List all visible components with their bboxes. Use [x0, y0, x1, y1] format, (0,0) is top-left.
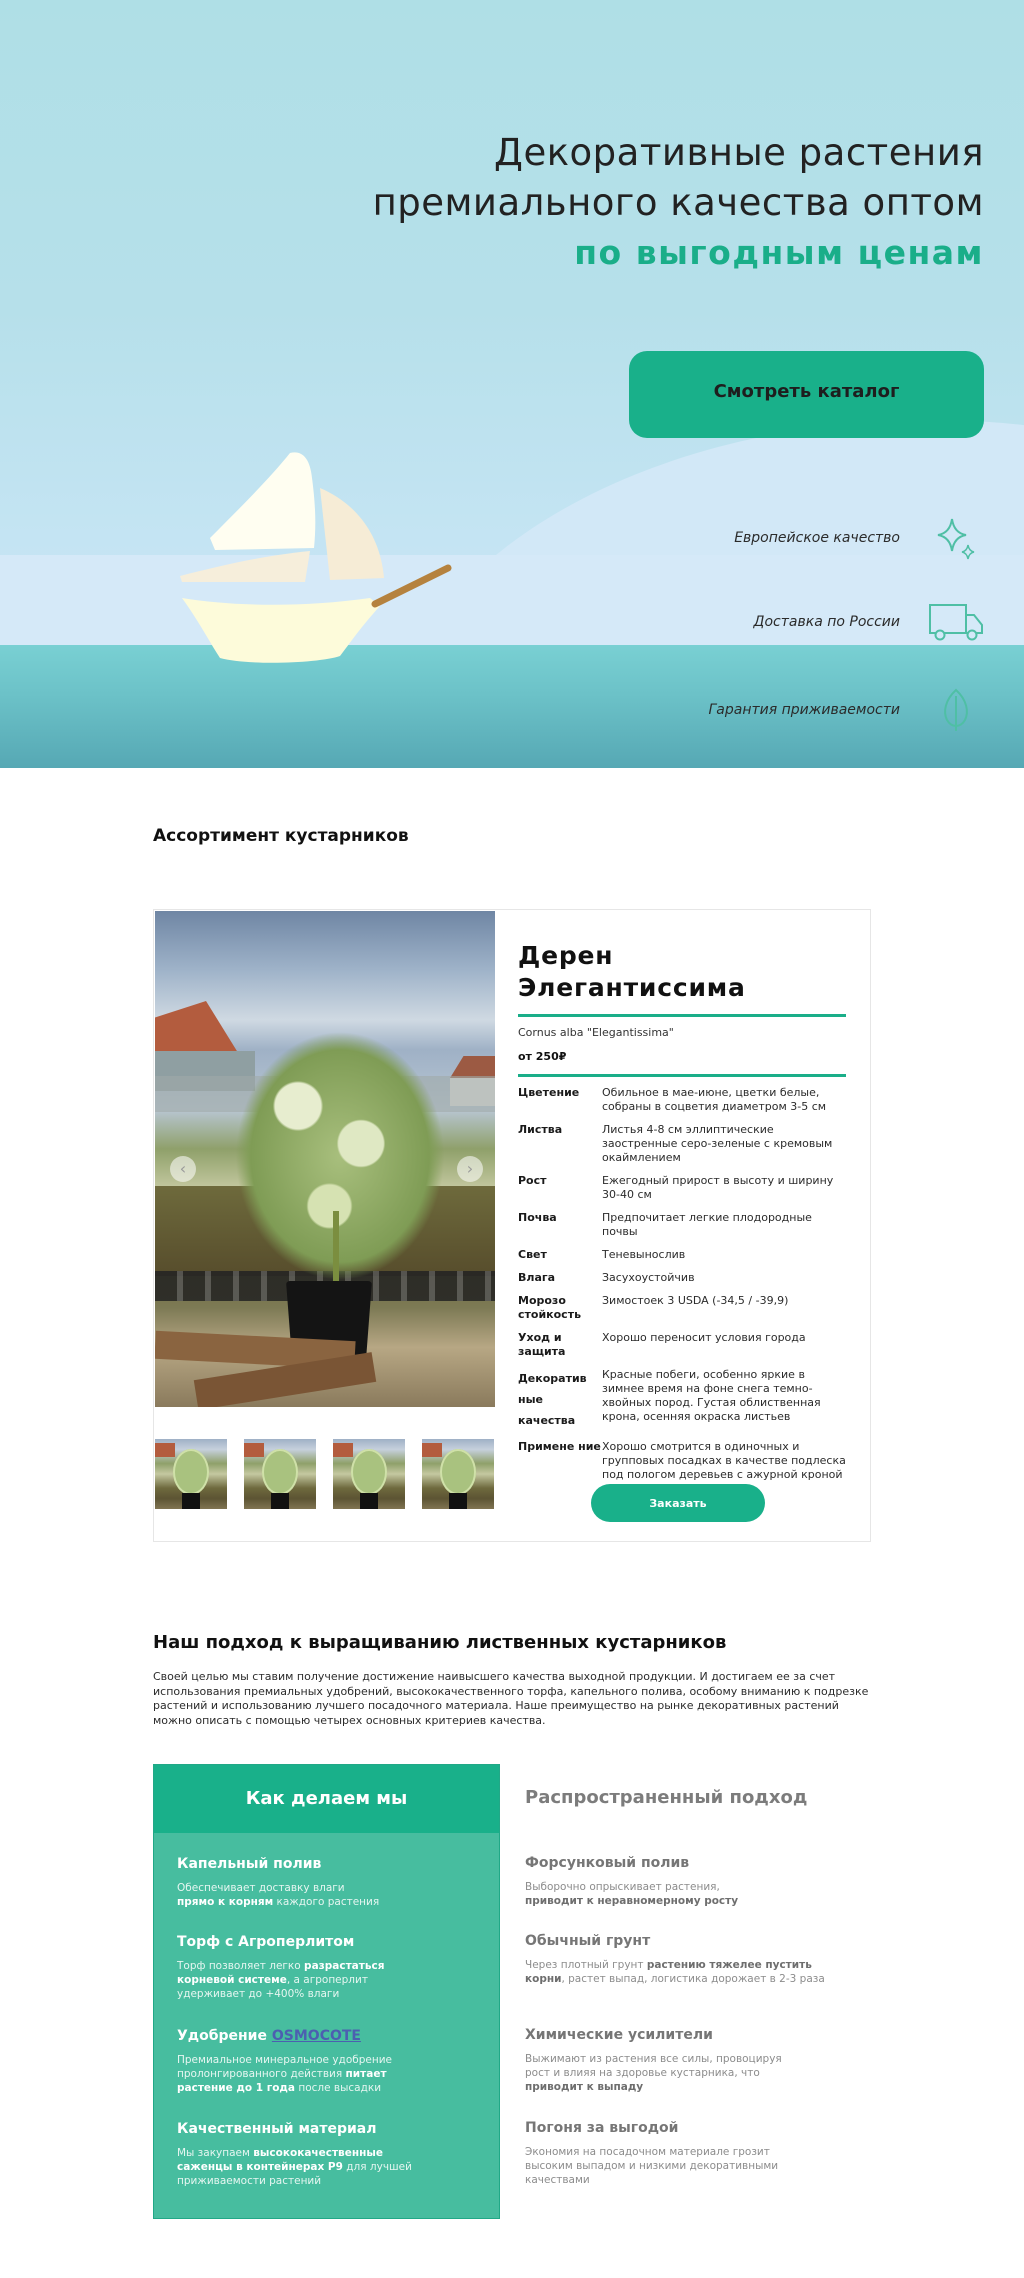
item-description: Экономия на посадочном материале грозит высоким выпадом и низкими декоративными качествами — [525, 2146, 779, 2186]
osmocote-link[interactable]: OSMOCOTE — [271, 2028, 361, 2044]
gallery-thumbnails — [155, 1439, 494, 1509]
spec-value: Теневынослив — [602, 1248, 686, 1261]
hero-title-accent: по выгодным ценам — [574, 233, 984, 272]
common-item — [525, 1854, 845, 1908]
spec-value: Обильное в мае-июне, цветки белые, собраны в соцветия диаметром 3-5 см — [602, 1086, 827, 1113]
item-description: Через плотный грунт растению тяжелее пустить корни, растет выпад, логистика дорожает в 2-3 раза — [525, 1959, 825, 1985]
leaf-icon — [928, 685, 984, 735]
spec-row — [518, 1248, 846, 1262]
gallery-thumbnail[interactable] — [422, 1439, 494, 1509]
our-item — [177, 2027, 497, 2095]
feature-label: Европейское качество — [734, 530, 900, 546]
spec-key: Декоратив ные качества — [518, 1372, 587, 1427]
assortment-title: Ассортимент кустарников — [153, 826, 409, 846]
spec-row — [518, 1440, 846, 1482]
feature-label: Гарантия приживаемости — [708, 702, 900, 718]
our-item — [177, 2120, 497, 2188]
item-title: Форсунковый полив — [525, 1855, 690, 1871]
our-approach-header: Как делаем мы — [154, 1765, 499, 1833]
product-card — [153, 909, 871, 1542]
item-description: Выжимают из растения все силы, провоцируя рост и влияя на здоровье кустарника, что приводит к выпаду — [525, 2053, 782, 2093]
view-catalog-button[interactable]: Смотреть каталог — [629, 351, 984, 438]
item-title: Торф с Агроперлитом — [177, 1934, 355, 1950]
our-item — [177, 1933, 497, 2001]
item-description: Мы закупаем высококачественные саженцы в контейнерах Р9 для лучшей приживаемости растений — [177, 2147, 412, 2187]
spec-key: Листва — [518, 1123, 563, 1136]
hero-section — [0, 0, 1024, 768]
approach-title: Наш подход к выращиванию лиственных кустарников — [153, 1632, 727, 1653]
hero-title-line-1: Декоративные растения — [494, 131, 984, 174]
spec-key: Влага — [518, 1271, 556, 1284]
spec-row — [518, 1086, 846, 1114]
gallery-thumbnail[interactable] — [244, 1439, 316, 1509]
spec-value: Засухоустойчив — [602, 1271, 695, 1284]
item-description: Торф позволяет легко разрастаться корневой системе, а агроперлит удерживает до +400% влаги — [177, 1960, 385, 2000]
spec-row — [518, 1271, 846, 1285]
spec-row — [518, 1368, 846, 1431]
feature-delivery — [754, 597, 984, 647]
gallery-next-button[interactable]: › — [457, 1156, 483, 1182]
product-name: Дерен Элегантиссима — [518, 941, 746, 1002]
product-main-photo — [155, 911, 495, 1407]
item-description: Обеспечивает доставку влаги прямо к корням каждого растения — [177, 1882, 380, 1908]
feature-label: Доставка по России — [753, 614, 900, 630]
order-button[interactable]: Заказать — [591, 1484, 765, 1522]
spec-row — [518, 1211, 846, 1239]
feature-european-quality — [734, 513, 984, 563]
common-item — [525, 1932, 845, 1986]
spec-key: Рост — [518, 1174, 547, 1187]
spec-value: Ежегодный прирост в высоту и ширину 30-40 см — [602, 1174, 834, 1201]
item-description: Премиальное минеральное удобрение пролонгированного действия питает растение до 1 года после высадки — [177, 2054, 392, 2094]
product-info — [518, 940, 846, 1491]
common-approach-header: Распространенный подход — [525, 1787, 808, 1808]
item-title: Обычный грунт — [525, 1933, 651, 1949]
spec-value: Предпочитает легкие плодородные почвы — [602, 1211, 812, 1238]
divider — [518, 1014, 846, 1017]
spec-row — [518, 1294, 846, 1322]
gallery-thumbnail[interactable] — [333, 1439, 405, 1509]
spec-row — [518, 1123, 846, 1165]
spec-value: Листья 4-8 см эллиптические заостренные серо-зеленые с кремовым окаймлением — [602, 1123, 833, 1164]
approach-description: Своей целью мы ставим получение достижение наивысшего качества выходной продукции. И достигаем ее за счет использования премиальных удобрений, высококачественного торфа, капельного полива, особому вниманию к подрезке растений и использованию лучшего посадочного материала. Наше преимущество на рынке декоративных растений можно описать с помощью четырех основных критериев качества. — [153, 1670, 869, 1727]
spec-key: Уход и защита — [518, 1331, 566, 1358]
product-latin-name: Cornus alba "Elegantissima" — [518, 1026, 674, 1039]
spec-value: Красные побеги, особенно яркие в зимнее время на фоне снега темно-хвойных пород. Густая облиственная крона, осенняя окраска листьев — [602, 1368, 821, 1423]
gallery-prev-button[interactable]: ‹ — [170, 1156, 196, 1182]
spec-key: Свет — [518, 1248, 547, 1261]
hero-headline — [373, 128, 984, 278]
spec-key: Морозо стойкость — [518, 1294, 582, 1321]
spec-key: Примене ние — [518, 1440, 601, 1453]
our-approach-column — [153, 1764, 500, 2219]
spec-row — [518, 1174, 846, 1202]
feature-survival-guarantee — [709, 685, 985, 735]
sparkle-icon — [928, 513, 984, 563]
truck-icon — [928, 597, 984, 647]
item-title: Капельный полив — [177, 1856, 322, 1872]
spec-row — [518, 1331, 846, 1359]
item-title: Удобрение OSMOCOTE — [177, 2028, 361, 2044]
hero-title-line-2: премиального качества оптом — [372, 181, 984, 224]
spec-key: Почва — [518, 1211, 557, 1224]
item-title: Погоня за выгодой — [525, 2120, 679, 2136]
item-title: Химические усилители — [525, 2027, 713, 2043]
common-item — [525, 2026, 845, 2094]
product-price: от 250₽ — [518, 1050, 567, 1063]
spec-value: Хорошо переносит условия города — [602, 1331, 806, 1344]
spec-value: Хорошо смотрится в одиночных и групповых посадках в качестве подлеска под пологом деревьев с ажурной кроной — [602, 1440, 846, 1481]
spec-key: Цветение — [518, 1086, 580, 1099]
item-description: Выборочно опрыскивает растения, приводит к неравномерному росту — [525, 1881, 739, 1907]
gallery-thumbnail[interactable] — [155, 1439, 227, 1509]
sailboat-illustration-icon — [170, 448, 470, 678]
item-title: Качественный материал — [177, 2121, 377, 2137]
our-item — [177, 1855, 497, 1909]
product-specs — [518, 1086, 846, 1482]
common-item — [525, 2119, 845, 2187]
spec-value: Зимостоек 3 USDA (-34,5 / -39,9) — [602, 1294, 789, 1307]
divider — [518, 1074, 846, 1077]
common-approach-column — [502, 1764, 872, 2219]
